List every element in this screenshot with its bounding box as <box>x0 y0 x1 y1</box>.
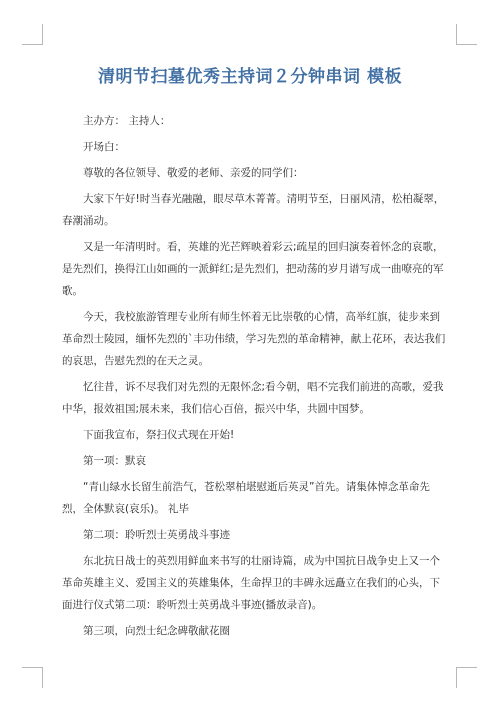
crop-mark <box>22 667 43 668</box>
paragraph-opening-label: 开场白： <box>83 141 125 153</box>
crop-mark <box>456 667 477 668</box>
paragraph-qingming: 又是一年清明时。看，英雄的光芒辉映着彩云;疏星的回归演奏着怀念的哀歌，是先烈们，换得江山如画的一派鲜红;是先烈们，把动荡的岁月谱写成一曲嘹亮的军歌。 <box>62 241 444 297</box>
paragraph-silence: “青山绿水长留生前浩气，苍松翠柏堪慰逝后英灵”首先。请集体悼念革命先烈，全体默哀(哀乐)。 礼毕 <box>62 481 430 515</box>
paragraph-host-info: 主办方： 主持人： <box>83 115 171 127</box>
paragraph-item-one: 第一项：默哀 <box>83 455 146 467</box>
crop-mark <box>42 668 43 688</box>
document-title: 清明节扫墓优秀主持词２分钟串词 模板 <box>98 67 402 87</box>
crop-mark <box>22 44 43 45</box>
paragraph-salutation: 尊敬的各位领导、敬爱的老师、亲爱的同学们： <box>83 167 304 179</box>
paragraph-greeting: 大家下午好!时当春光融融，眼尽草木菁菁。清明节至，日丽风清，松柏凝翠，春潮涌动。 <box>62 193 445 227</box>
paragraph-today: 今天，我校旅游管理专业所有师生怀着无比崇敬的心情，高举红旗，徒步来到革命烈士陵园，缅怀先烈的`丰功伟绩，学习先烈的革命精神，献上花环，表达我们的哀思，告慰先烈的在天之灵。 <box>62 311 446 367</box>
paragraph-item-three: 第三项，向烈士纪念碑敬献花圈 <box>83 625 230 637</box>
crop-mark <box>42 24 43 44</box>
paragraph-announce: 下面我宣布，祭扫仪式现在开始! <box>83 429 235 441</box>
paragraph-item-two: 第二项：聆听烈士英勇战斗事迹 <box>83 529 230 541</box>
document-body <box>62 110 448 646</box>
paragraph-memory: 忆往昔，诉不尽我们对先烈的无限怀念;看今朝，唱不完我们前进的高歌，爱我中华，报效祖国;展未来，我们信心百倍，振兴中华，共圆中国梦。 <box>62 381 444 415</box>
crop-mark <box>456 44 477 45</box>
crop-mark <box>456 24 457 44</box>
paragraph-heroes: 东北抗日战士的英烈用鲜血来书写的壮丽诗篇，成为中国抗日战争史上又一个革命英雄主义、爱国主义的英雄集体，生命捍卫的丰碑永远矗立在我们的心头，下面进行仪式第二项：聆听烈士英勇战斗事迹(播放录音)。 <box>62 555 440 611</box>
crop-mark <box>456 668 457 688</box>
